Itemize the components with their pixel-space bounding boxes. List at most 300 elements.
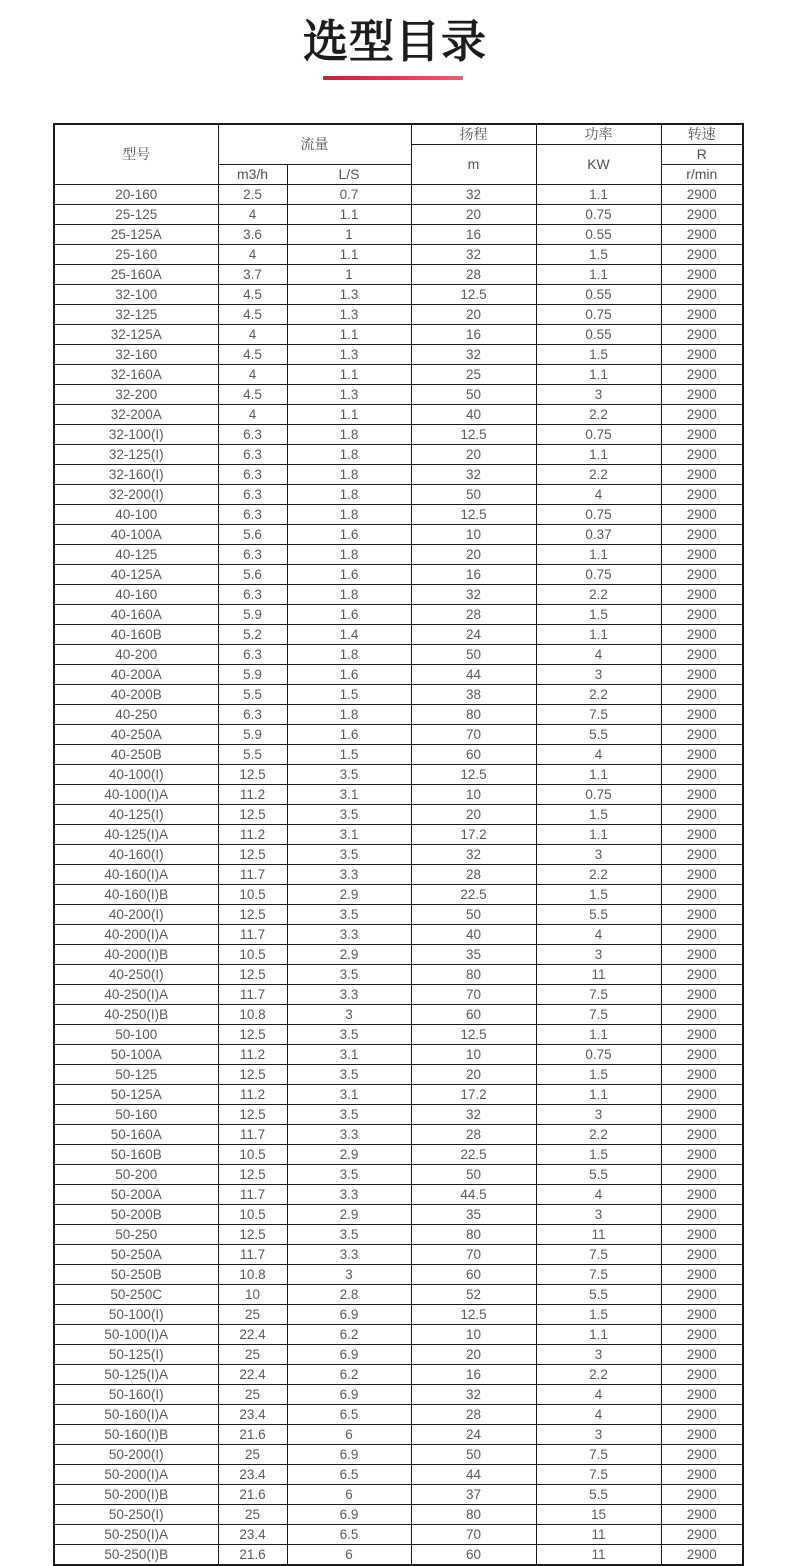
flow-m3h-cell: 6.3 [218, 425, 287, 445]
head-cell: 70 [411, 725, 536, 745]
column-header-speed: 转速 [661, 124, 743, 145]
speed-cell: 2900 [661, 1225, 743, 1245]
head-cell: 20 [411, 445, 536, 465]
power-cell: 7.5 [536, 1265, 661, 1285]
flow-m3h-cell: 11.7 [218, 1125, 287, 1145]
speed-cell: 2900 [661, 1445, 743, 1465]
power-cell: 1.1 [536, 1085, 661, 1105]
flow-ls-cell: 6.5 [287, 1525, 411, 1545]
speed-cell: 2900 [661, 825, 743, 845]
flow-m3h-cell: 4 [218, 205, 287, 225]
flow-m3h-cell: 23.4 [218, 1405, 287, 1425]
head-cell: 52 [411, 1285, 536, 1305]
flow-ls-cell: 3.3 [287, 1125, 411, 1145]
head-cell: 80 [411, 1225, 536, 1245]
speed-cell: 2900 [661, 1085, 743, 1105]
power-cell: 1.1 [536, 265, 661, 285]
model-cell: 40-100(I)A [54, 785, 218, 805]
speed-cell: 2900 [661, 285, 743, 305]
flow-m3h-cell: 6.3 [218, 585, 287, 605]
table-row [54, 285, 743, 305]
column-header-speed-unit-rmin: r/min [661, 165, 743, 185]
flow-ls-cell: 1.6 [287, 525, 411, 545]
model-cell: 50-250(I)A [54, 1525, 218, 1545]
flow-ls-cell: 2.8 [287, 1285, 411, 1305]
head-cell: 17.2 [411, 1085, 536, 1105]
table-row [54, 745, 743, 765]
model-cell: 50-160 [54, 1105, 218, 1125]
head-cell: 20 [411, 545, 536, 565]
speed-cell: 2900 [661, 785, 743, 805]
flow-ls-cell: 3.1 [287, 1045, 411, 1065]
column-header-speed-unit-r: R [661, 145, 743, 165]
table-row [54, 425, 743, 445]
power-cell: 0.55 [536, 225, 661, 245]
power-cell: 4 [536, 1385, 661, 1405]
flow-ls-cell: 1.1 [287, 325, 411, 345]
speed-cell: 2900 [661, 925, 743, 945]
flow-ls-cell: 6.9 [287, 1505, 411, 1525]
speed-cell: 2900 [661, 1385, 743, 1405]
flow-m3h-cell: 11.7 [218, 925, 287, 945]
speed-cell: 2900 [661, 1165, 743, 1185]
selection-catalog-table [53, 123, 744, 1566]
flow-ls-cell: 3.5 [287, 905, 411, 925]
table-row [54, 505, 743, 525]
flow-m3h-cell: 10.8 [218, 1005, 287, 1025]
table-header [54, 124, 743, 185]
power-cell: 3 [536, 1345, 661, 1365]
table-row [54, 1465, 743, 1485]
power-cell: 4 [536, 645, 661, 665]
table-row [54, 1445, 743, 1465]
flow-ls-cell: 1.8 [287, 505, 411, 525]
power-cell: 1.5 [536, 1065, 661, 1085]
table-row [54, 645, 743, 665]
head-cell: 28 [411, 865, 536, 885]
power-cell: 3 [536, 1105, 661, 1125]
speed-cell: 2900 [661, 845, 743, 865]
table-row [54, 605, 743, 625]
power-cell: 1.5 [536, 345, 661, 365]
flow-ls-cell: 1.8 [287, 705, 411, 725]
flow-m3h-cell: 11.7 [218, 865, 287, 885]
model-cell: 40-250(I)B [54, 1005, 218, 1025]
flow-m3h-cell: 6.3 [218, 705, 287, 725]
model-cell: 50-250(I)B [54, 1545, 218, 1566]
table-row [54, 1245, 743, 1265]
head-cell: 16 [411, 1365, 536, 1385]
model-cell: 40-250 [54, 705, 218, 725]
model-cell: 50-160A [54, 1125, 218, 1145]
speed-cell: 2900 [661, 945, 743, 965]
flow-ls-cell: 3.5 [287, 1165, 411, 1185]
head-cell: 50 [411, 485, 536, 505]
flow-ls-cell: 0.7 [287, 185, 411, 205]
table-row [54, 965, 743, 985]
model-cell: 50-250A [54, 1245, 218, 1265]
flow-m3h-cell: 21.6 [218, 1485, 287, 1505]
table-row [54, 1505, 743, 1525]
speed-cell: 2900 [661, 1485, 743, 1505]
power-cell: 7.5 [536, 1005, 661, 1025]
model-cell: 32-200A [54, 405, 218, 425]
flow-m3h-cell: 12.5 [218, 1025, 287, 1045]
head-cell: 32 [411, 1385, 536, 1405]
head-cell: 20 [411, 1065, 536, 1085]
flow-ls-cell: 3.5 [287, 965, 411, 985]
model-cell: 32-125(I) [54, 445, 218, 465]
model-cell: 50-125A [54, 1085, 218, 1105]
model-cell: 40-160(I)B [54, 885, 218, 905]
speed-cell: 2900 [661, 1025, 743, 1045]
head-cell: 37 [411, 1485, 536, 1505]
flow-ls-cell: 6.5 [287, 1465, 411, 1485]
power-cell: 1.1 [536, 445, 661, 465]
head-cell: 38 [411, 685, 536, 705]
speed-cell: 2900 [661, 205, 743, 225]
flow-m3h-cell: 10.5 [218, 885, 287, 905]
head-cell: 50 [411, 1165, 536, 1185]
power-cell: 1.1 [536, 1025, 661, 1045]
power-cell: 0.75 [536, 565, 661, 585]
model-cell: 50-200(I)B [54, 1485, 218, 1505]
column-header-flow: 流量 [218, 124, 411, 165]
flow-m3h-cell: 6.3 [218, 645, 287, 665]
speed-cell: 2900 [661, 765, 743, 785]
power-cell: 7.5 [536, 1465, 661, 1485]
flow-ls-cell: 3.5 [287, 1225, 411, 1245]
flow-ls-cell: 1.8 [287, 445, 411, 465]
flow-m3h-cell: 2.5 [218, 185, 287, 205]
flow-m3h-cell: 25 [218, 1505, 287, 1525]
head-cell: 12.5 [411, 765, 536, 785]
head-cell: 16 [411, 565, 536, 585]
flow-ls-cell: 1.8 [287, 425, 411, 445]
column-header-flow-ls: L/S [287, 165, 411, 185]
head-cell: 32 [411, 585, 536, 605]
power-cell: 3 [536, 845, 661, 865]
head-cell: 35 [411, 1205, 536, 1225]
flow-m3h-cell: 11.7 [218, 1185, 287, 1205]
flow-m3h-cell: 5.9 [218, 605, 287, 625]
page-title: 选型目录 [302, 16, 487, 67]
speed-cell: 2900 [661, 1045, 743, 1065]
table-row [54, 705, 743, 725]
power-cell: 7.5 [536, 985, 661, 1005]
head-cell: 50 [411, 905, 536, 925]
flow-ls-cell: 6.9 [287, 1305, 411, 1325]
table-row [54, 445, 743, 465]
power-cell: 5.5 [536, 905, 661, 925]
head-cell: 10 [411, 525, 536, 545]
power-cell: 5.5 [536, 1285, 661, 1305]
head-cell: 60 [411, 1265, 536, 1285]
model-cell: 40-160(I) [54, 845, 218, 865]
table-row [54, 1165, 743, 1185]
table-body [54, 185, 743, 1566]
table-row [54, 185, 743, 205]
table-row [54, 1045, 743, 1065]
speed-cell: 2900 [661, 1505, 743, 1525]
flow-ls-cell: 1.8 [287, 645, 411, 665]
power-cell: 2.2 [536, 405, 661, 425]
table-row [54, 345, 743, 365]
model-cell: 40-125 [54, 545, 218, 565]
flow-m3h-cell: 6.3 [218, 505, 287, 525]
speed-cell: 2900 [661, 885, 743, 905]
table-row [54, 845, 743, 865]
table-row [54, 945, 743, 965]
head-cell: 60 [411, 1005, 536, 1025]
head-cell: 60 [411, 745, 536, 765]
power-cell: 3 [536, 1425, 661, 1445]
head-cell: 50 [411, 1445, 536, 1465]
power-cell: 1.1 [536, 185, 661, 205]
flow-ls-cell: 3.3 [287, 1185, 411, 1205]
flow-m3h-cell: 25 [218, 1445, 287, 1465]
column-header-head-unit: m [411, 145, 536, 185]
power-cell: 4 [536, 485, 661, 505]
power-cell: 0.75 [536, 425, 661, 445]
table-row [54, 465, 743, 485]
power-cell: 2.2 [536, 585, 661, 605]
head-cell: 32 [411, 345, 536, 365]
flow-ls-cell: 1.1 [287, 205, 411, 225]
head-cell: 20 [411, 305, 536, 325]
table-row [54, 1185, 743, 1205]
table-row [54, 1405, 743, 1425]
speed-cell: 2900 [661, 1365, 743, 1385]
model-cell: 50-125 [54, 1065, 218, 1085]
model-cell: 50-200B [54, 1205, 218, 1225]
head-cell: 12.5 [411, 1025, 536, 1045]
model-cell: 32-125 [54, 305, 218, 325]
flow-ls-cell: 1.6 [287, 725, 411, 745]
speed-cell: 2900 [661, 1465, 743, 1485]
flow-ls-cell: 1.3 [287, 305, 411, 325]
flow-ls-cell: 1.3 [287, 285, 411, 305]
head-cell: 20 [411, 205, 536, 225]
flow-ls-cell: 3.3 [287, 1245, 411, 1265]
table-row [54, 1305, 743, 1325]
table-row [54, 1285, 743, 1305]
flow-m3h-cell: 5.9 [218, 665, 287, 685]
model-cell: 50-100 [54, 1025, 218, 1045]
table-row [54, 1485, 743, 1505]
model-cell: 32-160A [54, 365, 218, 385]
flow-m3h-cell: 3.6 [218, 225, 287, 245]
head-cell: 16 [411, 225, 536, 245]
flow-ls-cell: 3.3 [287, 865, 411, 885]
model-cell: 40-125(I) [54, 805, 218, 825]
flow-m3h-cell: 12.5 [218, 765, 287, 785]
speed-cell: 2900 [661, 625, 743, 645]
speed-cell: 2900 [661, 345, 743, 365]
flow-ls-cell: 1.6 [287, 665, 411, 685]
model-cell: 40-200(I)B [54, 945, 218, 965]
model-cell: 50-200A [54, 1185, 218, 1205]
flow-ls-cell: 6 [287, 1545, 411, 1566]
speed-cell: 2900 [661, 1285, 743, 1305]
model-cell: 25-125 [54, 205, 218, 225]
table-row [54, 1525, 743, 1545]
table-row [54, 925, 743, 945]
model-cell: 32-160 [54, 345, 218, 365]
flow-m3h-cell: 4 [218, 245, 287, 265]
flow-ls-cell: 1.4 [287, 625, 411, 645]
speed-cell: 2900 [661, 805, 743, 825]
speed-cell: 2900 [661, 1065, 743, 1085]
head-cell: 44.5 [411, 1185, 536, 1205]
flow-ls-cell: 3.5 [287, 765, 411, 785]
table-row [54, 625, 743, 645]
flow-ls-cell: 3 [287, 1265, 411, 1285]
flow-m3h-cell: 4 [218, 405, 287, 425]
flow-ls-cell: 3.5 [287, 1105, 411, 1125]
table-row [54, 1365, 743, 1385]
model-cell: 40-250B [54, 745, 218, 765]
table-row [54, 1385, 743, 1405]
model-cell: 25-125A [54, 225, 218, 245]
flow-m3h-cell: 5.2 [218, 625, 287, 645]
flow-m3h-cell: 12.5 [218, 905, 287, 925]
power-cell: 7.5 [536, 1445, 661, 1465]
flow-ls-cell: 6.5 [287, 1405, 411, 1425]
title-underline-divider [323, 76, 463, 80]
power-cell: 0.37 [536, 525, 661, 545]
flow-ls-cell: 2.9 [287, 1205, 411, 1225]
table-row [54, 985, 743, 1005]
flow-ls-cell: 6.9 [287, 1385, 411, 1405]
table-row [54, 245, 743, 265]
model-cell: 32-125A [54, 325, 218, 345]
flow-ls-cell: 2.9 [287, 885, 411, 905]
speed-cell: 2900 [661, 1105, 743, 1125]
flow-m3h-cell: 11.2 [218, 1085, 287, 1105]
model-cell: 40-250(I)A [54, 985, 218, 1005]
model-cell: 40-160B [54, 625, 218, 645]
flow-m3h-cell: 22.4 [218, 1325, 287, 1345]
head-cell: 70 [411, 985, 536, 1005]
speed-cell: 2900 [661, 1525, 743, 1545]
power-cell: 15 [536, 1505, 661, 1525]
head-cell: 20 [411, 1345, 536, 1365]
flow-ls-cell: 1.3 [287, 345, 411, 365]
head-cell: 22.5 [411, 885, 536, 905]
head-cell: 24 [411, 625, 536, 645]
flow-m3h-cell: 5.9 [218, 725, 287, 745]
speed-cell: 2900 [661, 525, 743, 545]
power-cell: 2.2 [536, 865, 661, 885]
flow-m3h-cell: 5.6 [218, 565, 287, 585]
model-cell: 50-200(I)A [54, 1465, 218, 1485]
model-cell: 50-160(I) [54, 1385, 218, 1405]
flow-m3h-cell: 23.4 [218, 1525, 287, 1545]
speed-cell: 2900 [661, 405, 743, 425]
flow-m3h-cell: 10.5 [218, 1205, 287, 1225]
speed-cell: 2900 [661, 985, 743, 1005]
flow-m3h-cell: 10.5 [218, 945, 287, 965]
speed-cell: 2900 [661, 1205, 743, 1225]
power-cell: 5.5 [536, 725, 661, 745]
table-row [54, 325, 743, 345]
flow-m3h-cell: 4.5 [218, 345, 287, 365]
flow-ls-cell: 6.9 [287, 1345, 411, 1365]
flow-ls-cell: 1.8 [287, 465, 411, 485]
flow-m3h-cell: 6.3 [218, 545, 287, 565]
speed-cell: 2900 [661, 425, 743, 445]
power-cell: 1.1 [536, 1325, 661, 1345]
power-cell: 11 [536, 1545, 661, 1566]
flow-m3h-cell: 11.2 [218, 785, 287, 805]
head-cell: 44 [411, 665, 536, 685]
speed-cell: 2900 [661, 1305, 743, 1325]
flow-m3h-cell: 12.5 [218, 1065, 287, 1085]
flow-ls-cell: 1.1 [287, 405, 411, 425]
model-cell: 50-160B [54, 1145, 218, 1165]
table-row [54, 1345, 743, 1365]
flow-m3h-cell: 10.5 [218, 1145, 287, 1165]
flow-m3h-cell: 6.3 [218, 445, 287, 465]
speed-cell: 2900 [661, 265, 743, 285]
speed-cell: 2900 [661, 1145, 743, 1165]
table-row [54, 725, 743, 745]
power-cell: 3 [536, 945, 661, 965]
speed-cell: 2900 [661, 1405, 743, 1425]
table-row [54, 825, 743, 845]
speed-cell: 2900 [661, 1265, 743, 1285]
column-header-power-unit: KW [536, 145, 661, 185]
flow-m3h-cell: 6.3 [218, 485, 287, 505]
column-header-model: 型号 [54, 124, 218, 185]
power-cell: 0.55 [536, 325, 661, 345]
flow-m3h-cell: 23.4 [218, 1465, 287, 1485]
speed-cell: 2900 [661, 585, 743, 605]
table-row [54, 1125, 743, 1145]
flow-ls-cell: 3.5 [287, 845, 411, 865]
head-cell: 28 [411, 1125, 536, 1145]
head-cell: 12.5 [411, 285, 536, 305]
flow-ls-cell: 1.6 [287, 605, 411, 625]
flow-m3h-cell: 12.5 [218, 1105, 287, 1125]
flow-m3h-cell: 25 [218, 1345, 287, 1365]
model-cell: 32-200(I) [54, 485, 218, 505]
table-row [54, 585, 743, 605]
power-cell: 0.75 [536, 205, 661, 225]
flow-m3h-cell: 10 [218, 1285, 287, 1305]
power-cell: 1.1 [536, 365, 661, 385]
head-cell: 32 [411, 1105, 536, 1125]
flow-ls-cell: 1.8 [287, 485, 411, 505]
table-row [54, 385, 743, 405]
speed-cell: 2900 [661, 225, 743, 245]
flow-ls-cell: 1.8 [287, 545, 411, 565]
flow-ls-cell: 1.3 [287, 385, 411, 405]
speed-cell: 2900 [661, 445, 743, 465]
speed-cell: 2900 [661, 245, 743, 265]
speed-cell: 2900 [661, 545, 743, 565]
flow-m3h-cell: 5.5 [218, 745, 287, 765]
power-cell: 11 [536, 1525, 661, 1545]
model-cell: 50-100(I) [54, 1305, 218, 1325]
power-cell: 3 [536, 665, 661, 685]
table-row [54, 865, 743, 885]
power-cell: 0.55 [536, 285, 661, 305]
head-cell: 12.5 [411, 1305, 536, 1325]
power-cell: 0.75 [536, 785, 661, 805]
head-cell: 50 [411, 385, 536, 405]
